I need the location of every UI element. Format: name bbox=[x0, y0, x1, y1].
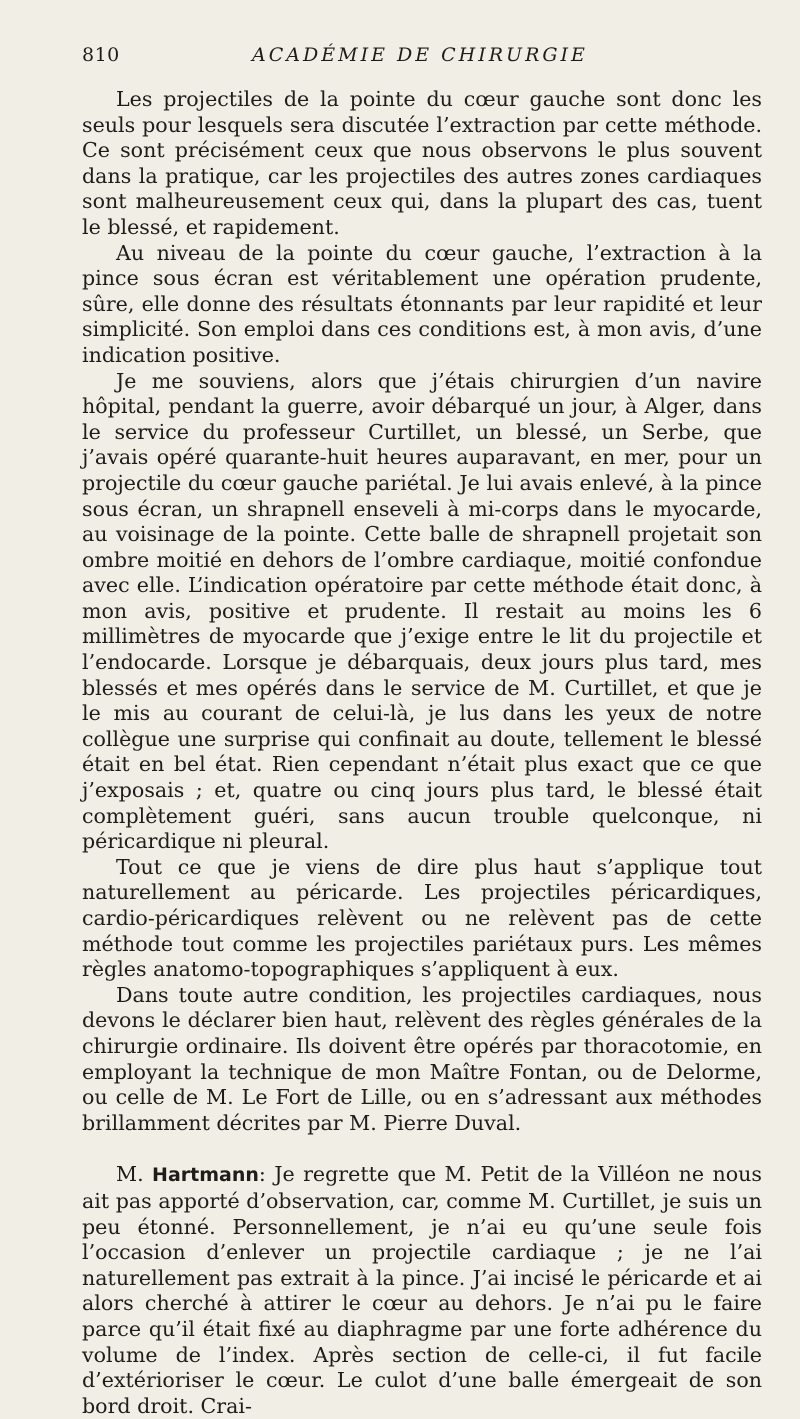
paragraph: Les projectiles de la pointe du cœur gauche sont donc les seuls pour lesquels sera discutée l’extraction par cette méthode. Ce sont précisément ceux que nous observons le plus souvent dans la pratique, car les projectiles des autres zones cardiaques sont malheureusement ceux qui, dans la plupart des cas, tuent le blessé, et rapidement. bbox=[82, 87, 762, 239]
discussion-paragraph bbox=[82, 1162, 762, 1419]
speaker-title: M. bbox=[116, 1162, 144, 1187]
paragraph: Dans toute autre condition, les projectiles cardiaques, nous devons le déclarer bien haut, relèvent des règles générales de la chirurgie ordinaire. Ils doivent être opérés par thoracotomie, en employant la technique de mon Maître Fontan, ou de Delorme, ou celle de M. Le Fort de Lille, ou en s’adressant aux méthodes brillamment décrites par M. Pierre Duval. bbox=[82, 982, 762, 1135]
paragraph: Tout ce que je viens de dire plus haut s’applique tout naturellement au péricarde. Les projectiles péricardiques, cardio-péricardiques relèvent ou ne relèvent pas de cette méthode tout comme les projectiles pariétaux purs. Les mêmes règles anatomo-topographiques s’appliquent à eux. bbox=[82, 854, 762, 982]
paragraph: Au niveau de la pointe du cœur gauche, l’extraction à la pince sous écran est véritablement une opération prudente, sûre, elle donne des résultats étonnants par leur rapidité et leur simplicité. Son emploi dans ces conditions est, à mon avis, d’une indication positive. bbox=[82, 240, 762, 367]
discussion-text: : Je regrette que M. Petit de la Villéon ne nous ait pas apporté d’observation, car, comme M. Curtillet, je suis un peu étonné. Personnellement, je n’ai eu qu’une seule fois l’occasion d’enlever un projectile cardiaque ; je ne l’ai naturellement pas extrait à la pince. J’ai incisé le péricarde et ai alors cherché à attirer le cœur au dehors. Je n’ai pu le faire parce qu’il était fixé au diaphragme par une forte adhérence du volume de l’index. Après section de celle-ci, il fut facile d’extérioriser le cœur. Le culot d’une balle émergeait de son bord droit. Crai- bbox=[82, 1162, 763, 1418]
page-header bbox=[82, 44, 758, 72]
page-number: 810 bbox=[82, 44, 120, 66]
running-title: ACADÉMIE DE CHIRURGIE bbox=[252, 44, 588, 66]
paragraph: Je me souviens, alors que j’étais chirurgien d’un navire hôpital, pendant la guerre, avoir débarqué un jour, à Alger, dans le service du professeur Curtillet, un blessé, un Serbe, que j’avais opéré quarante-huit heures auparavant, en mer, pour un projectile du cœur gauche pariétal. Je lui avais enlevé, à la pince sous écran, un shrapnell enseveli à mi-corps dans le myocarde, au voisinage de la pointe. Cette balle de shrapnell projetait son ombre moitié en dehors de l’ombre cardiaque, moitié confondue avec elle. L’indication opératoire par cette méthode était donc, à mon avis, positive et prudente. Il restait au moins les 6 millimètres de myocarde que j’exige entre le lit du projectile et l’endocarde. Lorsque je débarquais, deux jours plus tard, mes blessés et mes opérés dans le service de M. Curtillet, et que je le mis au courant de celui-là, je lus dans les yeux de notre collègue une surprise qui confinait au doute, tellement le blessé était en bel état. Rien cependant n’était plus exact que ce que j’exposais ; et, quatre ou cinq jours plus tard, le blessé était complètement guéri, sans aucun trouble quelconque, ni péricardique ni pleural. bbox=[82, 368, 762, 854]
speaker-name: Hartmann bbox=[152, 1164, 259, 1187]
article-body bbox=[82, 87, 762, 1419]
